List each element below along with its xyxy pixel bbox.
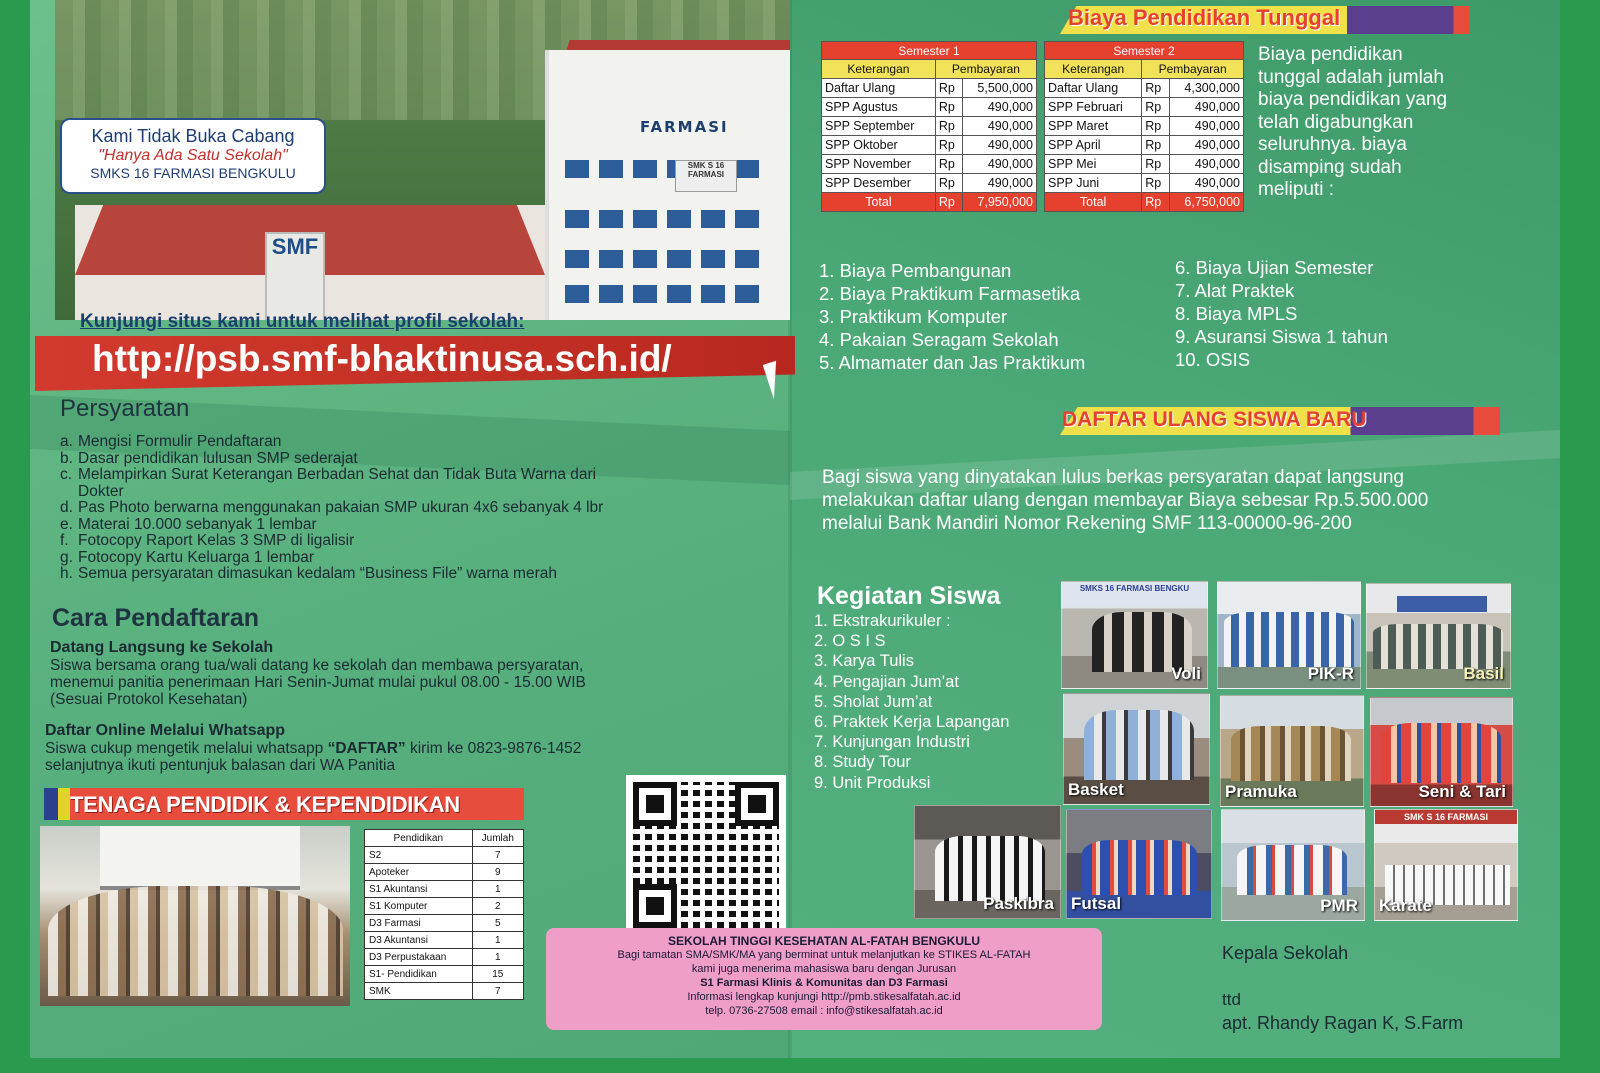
includes-list-right: [1175, 256, 1388, 371]
table-row: [365, 915, 524, 932]
daftar-ulang-text: [822, 466, 1522, 535]
table-row: [1045, 98, 1244, 117]
stikes-line[interactable]: Informasi lengkap kunjungi http://pmb.stikesalfatah.ac.id: [687, 991, 961, 1003]
photo-pramuka: [1220, 695, 1364, 807]
keterangan-cell: SPP Februari: [1045, 98, 1142, 117]
qr-eye: [633, 884, 677, 928]
pendidikan-cell: D3 Farmasi: [365, 915, 473, 932]
jumlah-cell: 1: [472, 881, 523, 898]
jumlah-cell: 7: [472, 983, 523, 1000]
cara-text: selanjutnya ikuti pentunjuk balasan dari WA Panitia: [45, 757, 396, 774]
photo-seni: [1370, 697, 1513, 807]
persyaratan-key: h.: [60, 565, 73, 582]
pendidikan-cell: S2: [365, 847, 473, 864]
qr-eye: [735, 782, 779, 826]
photo-caption: Pramuka: [1225, 782, 1297, 801]
persyaratan-item: [60, 550, 760, 567]
rp-label: Rp: [1142, 174, 1169, 193]
cara-online-title: Daftar Online Melalui Whatsapp: [45, 722, 286, 739]
persyaratan-item: [60, 566, 760, 583]
persyaratan-key: f.: [60, 532, 69, 549]
persyaratan-text: Fotocopy Kartu Keluarga 1 lembar: [78, 548, 315, 566]
table-row: [365, 949, 524, 966]
kegiatan-item: 7. Kunjungan Industri: [814, 733, 970, 752]
biaya-description: [1258, 44, 1488, 202]
include-item: 10. OSIS: [1175, 349, 1251, 370]
biaya-title: Biaya Pendidikan Tunggal: [1068, 5, 1341, 30]
kegiatan-list: [814, 611, 1009, 793]
pembayaran-cell: 490,000: [1169, 117, 1243, 136]
keterangan-cell: SPP Maret: [1045, 117, 1142, 136]
pembayaran-cell: 490,000: [1169, 136, 1243, 155]
cara-online: [45, 722, 765, 774]
stikes-line: telp. 0736-27508 email : info@stikesalfatah.ac.id: [705, 1005, 943, 1017]
pendidikan-cell: Apoteker: [365, 864, 473, 881]
keterangan-cell: SPP September: [822, 117, 936, 136]
daftar-ulang-line: melalui Bank Mandiri Nomor Rekening SMF 113-00000-96-200: [822, 513, 1352, 534]
table-row: [1045, 117, 1244, 136]
persyaratan-item: [60, 517, 760, 534]
cara-text: Siswa bersama orang tua/wali datang ke sekolah dan membawa persyaratan,: [50, 657, 584, 674]
biaya-desc-line: meliputi :: [1258, 179, 1335, 200]
rp-label: Rp: [935, 155, 962, 174]
persyaratan-key: b.: [60, 449, 73, 467]
pendidikan-cell: D3 Perpustakaan: [365, 949, 473, 966]
stikes-title: SEKOLAH TINGGI KESEHATAN AL-FATAH BENGKULU: [668, 934, 980, 948]
col-pendidikan: Pendidikan: [365, 830, 473, 847]
pembayaran-cell: 490,000: [1169, 174, 1243, 193]
brochure: [30, 0, 1560, 1058]
staff-group: [48, 886, 343, 996]
table-row: [1045, 155, 1244, 174]
table-row: [365, 881, 524, 898]
jumlah-cell: 1: [472, 932, 523, 949]
rp-label: Rp: [935, 79, 962, 98]
keterangan-cell: SPP Agustus: [822, 98, 936, 117]
voli-group: [1092, 612, 1192, 672]
photo-paskibra: [914, 805, 1061, 919]
persyaratan-text: Pas Photo berwarna menggunakan pakaian SMP ukuran 4x6 sebanyak 4 lbr: [78, 499, 604, 516]
qr-pattern: [633, 782, 779, 928]
cara-langsung: [50, 639, 770, 708]
persyaratan-text: Fotocopy Raport Kelas 3 SMP di ligalisir: [78, 532, 355, 549]
rp-label: Rp: [1142, 98, 1169, 117]
photo-pmr: [1221, 809, 1365, 921]
jumlah-cell: 9: [472, 864, 523, 881]
biaya-desc-line: seluruhnya. biaya: [1258, 134, 1407, 155]
col-pembayaran: Pembayaran: [935, 60, 1036, 79]
basic-group: [1373, 624, 1503, 669]
include-item: 2. Biaya Praktikum Farmasetika: [819, 283, 1081, 304]
badge-line3: SMKS 16 FARMASI BENGKULU: [90, 165, 296, 181]
persyaratan-item: [60, 434, 760, 451]
basic-banner: [1397, 596, 1487, 612]
kepala-sekolah-name: apt. Rhandy Ragan K, S.Farm: [1222, 1013, 1464, 1033]
photo-caption: PIK-R: [1307, 664, 1354, 683]
kepala-sekolah-label: Kepala Sekolah: [1222, 943, 1349, 963]
stikes-line: S1 Farmasi Klinis & Komunitas dan D3 Farmasi: [700, 977, 948, 989]
table-row: [822, 136, 1037, 155]
table-row: [822, 79, 1037, 98]
semester2-table-wrap: [1044, 41, 1244, 212]
staff-photo: [40, 826, 350, 1006]
rp-label: Rp: [935, 174, 962, 193]
seni-group: [1381, 723, 1501, 783]
persyaratan-key: a.: [60, 433, 73, 450]
pikr-group: [1224, 612, 1354, 667]
photo-caption: PMR: [1320, 896, 1358, 915]
photo-caption: Voli: [1171, 664, 1201, 683]
keterangan-cell: SPP Mei: [1045, 155, 1142, 174]
persyaratan-title: Persyaratan: [60, 395, 190, 422]
biaya-desc-line: telah digabungkan: [1258, 111, 1414, 133]
badge-line2: "Hanya Ada Satu Sekolah": [98, 147, 288, 164]
smf-sign: SMF: [265, 232, 325, 320]
photo-caption: Karate: [1379, 896, 1432, 915]
persyaratan-list: [60, 434, 760, 583]
photo-karate: [1374, 809, 1518, 921]
total-label: Total: [1045, 193, 1142, 212]
paskibra-group: [935, 836, 1045, 901]
persyaratan-text: Mengisi Formulir Pendaftaran: [78, 433, 282, 450]
table-row: [365, 898, 524, 915]
persyaratan-text: Dasar pendidikan lulusan SMP sederajat: [78, 449, 358, 467]
pendidikan-cell: D3 Akuntansi: [365, 932, 473, 949]
pembayaran-cell: 4,300,000: [1169, 79, 1243, 98]
pembayaran-cell: 5,500,000: [963, 79, 1037, 98]
pmr-group: [1237, 845, 1347, 895]
table-row: [1045, 174, 1244, 193]
stikes-box: [546, 928, 1102, 1030]
pembayaran-cell: 490,000: [963, 136, 1037, 155]
include-item: 4. Pakaian Seragam Sekolah: [819, 329, 1059, 350]
karate-banner: SMK S 16 FARMASI: [1375, 810, 1517, 824]
cara-text: Siswa cukup mengetik melalui whatsapp “DAFTAR” kirim ke 0823-9876-1452: [45, 740, 582, 757]
include-item: 6. Biaya Ujian Semester: [1175, 257, 1374, 278]
semester2-table: [1044, 41, 1244, 212]
include-item: 5. Almamater dan Jas Praktikum: [819, 352, 1086, 373]
biaya-desc-line: tunggal adalah jumlah: [1258, 66, 1444, 88]
daftar-ulang-line: melakukan daftar ulang dengan membayar Biaya sebesar Rp.5.500.000: [822, 490, 1429, 511]
qr-eye: [633, 782, 677, 826]
kegiatan-item: 8. Study Tour: [814, 753, 911, 772]
include-item: 1. Biaya Pembangunan: [819, 260, 1012, 281]
table-row: [822, 174, 1037, 193]
photo-futsal: [1066, 809, 1212, 919]
basket-group: [1084, 710, 1194, 780]
photo-pikr: [1217, 581, 1361, 689]
pendidikan-cell: S1 Komputer: [365, 898, 473, 915]
table-row: [365, 966, 524, 983]
jumlah-cell: 2: [472, 898, 523, 915]
pembayaran-cell: 490,000: [963, 98, 1037, 117]
website-url[interactable]: http://psb.smf-bhaktinusa.sch.id/: [92, 338, 672, 379]
persyaratan-item: [60, 500, 760, 517]
persyaratan-text: Dokter: [78, 482, 124, 500]
building-windows: [565, 250, 765, 268]
keterangan-cell: SPP April: [1045, 136, 1142, 155]
table-row: [365, 932, 524, 949]
building-windows: [565, 285, 765, 303]
table-row: [365, 847, 524, 864]
daftar-ulang-line: Bagi siswa yang dinyatakan lulus berkas persyaratan dapat langsung: [822, 467, 1404, 488]
col-pembayaran: Pembayaran: [1142, 60, 1244, 79]
no-branch-badge: [60, 118, 326, 194]
persyaratan-key: g.: [60, 548, 73, 566]
stikes-line: Bagi tamatan SMA/SMK/MA yang berminat untuk melanjutkan ke STIKES AL-FATAH: [617, 949, 1031, 961]
photo-caption: Basket: [1068, 780, 1124, 799]
total-value: 7,950,000: [963, 193, 1037, 212]
education-table-wrap: [364, 829, 524, 1000]
tenaga-title: TENAGA PENDIDIK & KEPENDIDIKAN: [70, 792, 460, 817]
total-label: Total: [822, 193, 936, 212]
total-value: 6,750,000: [1169, 193, 1243, 212]
cara-title: Cara Pendaftaran: [52, 604, 260, 632]
table-row: [1045, 136, 1244, 155]
stikes-line: kami juga menerima mahasiswa baru dengan Jurusan: [691, 963, 957, 975]
building-windows: [565, 210, 765, 228]
kegiatan-item: 6. Praktek Kerja Lapangan: [814, 713, 1010, 732]
biaya-desc-line: biaya pendidikan yang: [1258, 89, 1448, 110]
semester2-title: Semester 2: [1045, 42, 1244, 60]
staff-photo-building: [100, 826, 300, 890]
table-row: [365, 864, 524, 881]
pembayaran-cell: 490,000: [963, 155, 1037, 174]
col-keterangan: Keterangan: [1045, 60, 1142, 79]
include-item: 8. Biaya MPLS: [1175, 303, 1298, 324]
jumlah-cell: 1: [472, 949, 523, 966]
pembayaran-cell: 490,000: [963, 117, 1037, 136]
persyaratan-item: [60, 467, 760, 484]
pembayaran-cell: 490,000: [963, 174, 1037, 193]
main-building: [545, 50, 790, 320]
keterangan-cell: SPP November: [822, 155, 936, 174]
voli-banner: SMKS 16 FARMASI BENGKU: [1062, 582, 1207, 606]
persyaratan-key: d.: [60, 499, 73, 516]
col-keterangan: Keterangan: [822, 60, 936, 79]
persyaratan-item: [60, 451, 760, 468]
rp-label: Rp: [1142, 193, 1169, 212]
kegiatan-item: 3. Karya Tulis: [814, 652, 914, 671]
kegiatan-item: 5. Sholat Jum’at: [814, 692, 933, 711]
include-item: 3. Praktikum Komputer: [819, 306, 1008, 327]
semester1-table-wrap: [821, 41, 1037, 212]
daftar-ulang-title: DAFTAR ULANG SISWA BARU: [1062, 408, 1367, 431]
visit-label: Kunjungi situs kami untuk melihat profil sekolah:: [80, 311, 525, 332]
smk-sign: SMK S 16 FARMASI: [675, 160, 737, 192]
kegiatan-item: 2. O S I S: [814, 632, 886, 651]
keterangan-cell: SPP Juni: [1045, 174, 1142, 193]
persyaratan-key: c.: [60, 466, 73, 483]
semester1-table: [821, 41, 1037, 212]
rp-label: Rp: [1142, 136, 1169, 155]
cara-text: menemui panitia penerimaan Hari Senin-Jumat mulai pukul 08.00 - 15.00 WIB: [50, 674, 586, 691]
biaya-desc-line: disamping sudah: [1258, 156, 1402, 178]
jumlah-cell: 5: [472, 915, 523, 932]
kegiatan-item: 1. Ekstrakurikuler :: [814, 612, 951, 630]
keterangan-cell: Daftar Ulang: [1045, 79, 1142, 98]
kegiatan-item: 4. Pengajian Jum’at: [814, 672, 959, 691]
table-row: [365, 983, 524, 1000]
badge-line1: Kami Tidak Buka Cabang: [91, 126, 295, 146]
pembayaran-cell: 490,000: [1169, 98, 1243, 117]
building-sign: FARMASI: [640, 118, 729, 136]
persyaratan-item: [60, 484, 760, 501]
persyaratan-text: Materai 10.000 sebanyak 1 lembar: [78, 515, 317, 533]
cara-langsung-title: Datang Langsung ke Sekolah: [50, 639, 274, 656]
pendidikan-cell: S1- Pendidikan: [365, 966, 473, 983]
kegiatan-title: Kegiatan Siswa: [817, 582, 1001, 610]
pembayaran-cell: 490,000: [1169, 155, 1243, 174]
keterangan-cell: Daftar Ulang: [822, 79, 936, 98]
pendidikan-cell: SMK: [365, 983, 473, 1000]
photo-caption: Basil: [1463, 664, 1504, 683]
photo-caption: Paskibra: [983, 894, 1054, 913]
jumlah-cell: 7: [472, 847, 523, 864]
persyaratan-text: Melampirkan Surat Keterangan Berbadan Sehat dan Tidak Buta Warna dari: [78, 466, 597, 483]
table-row: [1045, 79, 1244, 98]
rp-label: Rp: [1142, 117, 1169, 136]
qr-code[interactable]: [626, 775, 786, 935]
persyaratan-item: [60, 533, 760, 550]
cara-text: (Sesuai Protokol Kesehatan): [50, 691, 248, 708]
rp-label: Rp: [935, 117, 962, 136]
futsal-group: [1082, 840, 1197, 895]
education-table: [364, 829, 524, 1000]
jumlah-cell: 15: [472, 966, 523, 983]
rp-label: Rp: [935, 98, 962, 117]
photo-basket: [1063, 693, 1210, 805]
rp-label: Rp: [1142, 155, 1169, 174]
keterangan-cell: SPP Oktober: [822, 136, 936, 155]
pendidikan-cell: S1 Akuntansi: [365, 881, 473, 898]
photo-basic: [1366, 583, 1511, 689]
includes-list-left: [819, 259, 1085, 374]
persyaratan-text: Semua persyaratan dimasukan kedalam “Business File” warna merah: [78, 565, 557, 582]
biaya-desc-line: Biaya pendidikan: [1258, 44, 1403, 65]
col-jumlah: Jumlah: [472, 830, 523, 847]
pramuka-group: [1231, 726, 1351, 781]
ttd-label: ttd: [1222, 990, 1241, 1009]
photo-voli: [1061, 581, 1208, 689]
rp-label: Rp: [935, 136, 962, 155]
kegiatan-item: 9. Unit Produksi: [814, 773, 931, 792]
photo-caption: Futsal: [1071, 894, 1122, 913]
keterangan-cell: SPP Desember: [822, 174, 936, 193]
table-row: [822, 98, 1037, 117]
rp-label: Rp: [1142, 79, 1169, 98]
table-row: [822, 117, 1037, 136]
persyaratan-key: e.: [60, 515, 73, 533]
semester1-title: Semester 1: [822, 42, 1037, 60]
include-item: 9. Asuransi Siswa 1 tahun: [1175, 326, 1388, 347]
rp-label: Rp: [935, 193, 962, 212]
include-item: 7. Alat Praktek: [1175, 280, 1295, 301]
table-row: [822, 155, 1037, 174]
photo-caption: Seni & Tari: [1418, 782, 1506, 801]
